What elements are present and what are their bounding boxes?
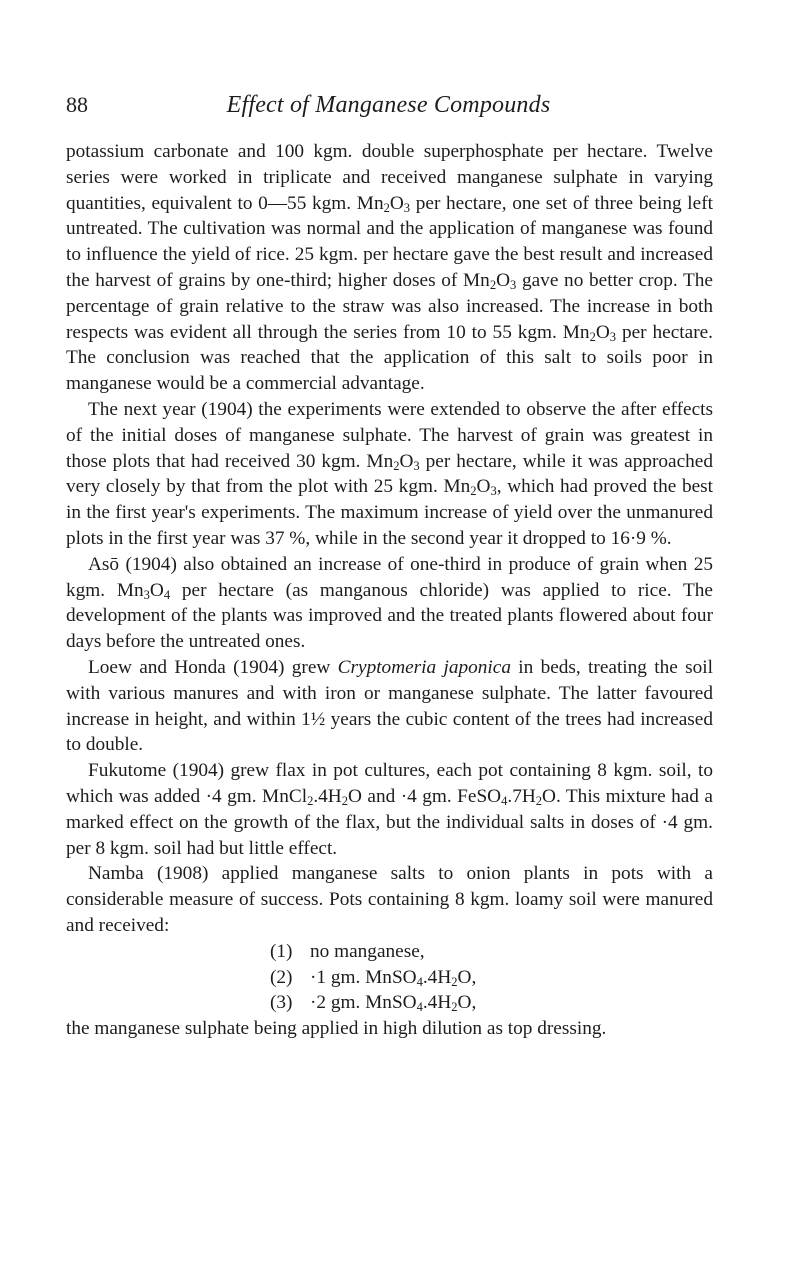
page-body — [66, 139, 713, 1042]
paragraph: The next year (1904) the experiments were extended to observe the after effects of the initial doses of manganese sulphate. The harvest of grain was greatest in those plots that had received 30 kgm. $Mn_2O_3$ per hectare, while it was approached very closely by that from the plot with 25 kgm. $Mn_2O_3$, which had proved the best in the first year's experiments. The maximum increase of yield over the unmanured plots in the first year was 37 %, while in the second year it dropped to 16·9 %. — [66, 398, 714, 549]
paragraph-text: Loew and Honda (1904) grew — [88, 656, 338, 678]
paragraph: Namba (1908) applied manganese salts to onion plants in pots with a considerable measure of success. Pots containing 8 kgm. loamy soil were manured and received: — [66, 863, 713, 936]
species-name: Cryptomeria japonica — [337, 656, 511, 678]
list-item — [270, 939, 713, 965]
dose-list — [66, 939, 713, 1016]
list-number: (1) — [270, 940, 293, 962]
list-text: ·2 gm. $MnSO_4.4H_2O$, — [310, 992, 477, 1015]
page-number: 88 — [66, 92, 88, 117]
paragraph — [66, 655, 713, 758]
paragraph: potassium carbonate and 100 kgm. double superphosphate per hectare. Twelve series were worked in triplicate and received manganese sulphate in varying quantities, equivalent to 0—55 kgm. $Mn_2O_3$ per hectare, one set of three being left untreated. The cultivation was normal and the application of manganese was found to influence the yield of rice. 25 kgm. per hectare gave the best result and increased the harvest of grains by one-third; higher doses of $Mn_2O_3$ gave no better crop. The percentage of grain relative to the straw was also increased. The increase in both respects was evident all through the series from 10 to 55 kgm. $Mn_2O_3$ per hectare. The conclusion was reached that the application of this salt to soils poor in manganese would be a commercial advantage. — [66, 141, 713, 395]
paragraph: Fukutome (1904) grew flax in pot cultures, each pot containing 8 kgm. soil, to which was added ·4 gm. $MnCl_2.4H_2O$ and ·4 gm. $FeSO_4.7H_2O$. This mixture had a marked effect on the growth of the flax, but the individual salts in doses of ·4 gm. per 8 kgm. soil had but little effect. — [66, 760, 713, 859]
list-number: (3) — [270, 992, 293, 1014]
running-title: Effect of Manganese Compounds — [226, 92, 551, 118]
paragraph: the manganese sulphate being applied in high dilution as top dressing. — [66, 1018, 607, 1040]
list-number: (2) — [270, 966, 293, 988]
list-item — [270, 965, 713, 991]
list-text: no manganese, — [310, 940, 425, 962]
paragraph-text: in beds, treating the soil with various manures and with iron or manganese sulphate. The latter favoured increase in height, and within 1½ years the cubic content of the trees had increased to double. — [66, 656, 713, 756]
list-item — [270, 990, 713, 1016]
paragraph: Asō (1904) also obtained an increase of one-third in produce of grain when 25 kgm. $Mn_3O_4$ per hectare (as manganous chloride) was applied to rice. The development of the plants was improved and the treated plants flowered about four days before the untreated ones. — [66, 553, 713, 653]
page-header — [66, 92, 711, 124]
list-text: ·1 gm. $MnSO_4.4H_2O$, — [310, 966, 477, 989]
